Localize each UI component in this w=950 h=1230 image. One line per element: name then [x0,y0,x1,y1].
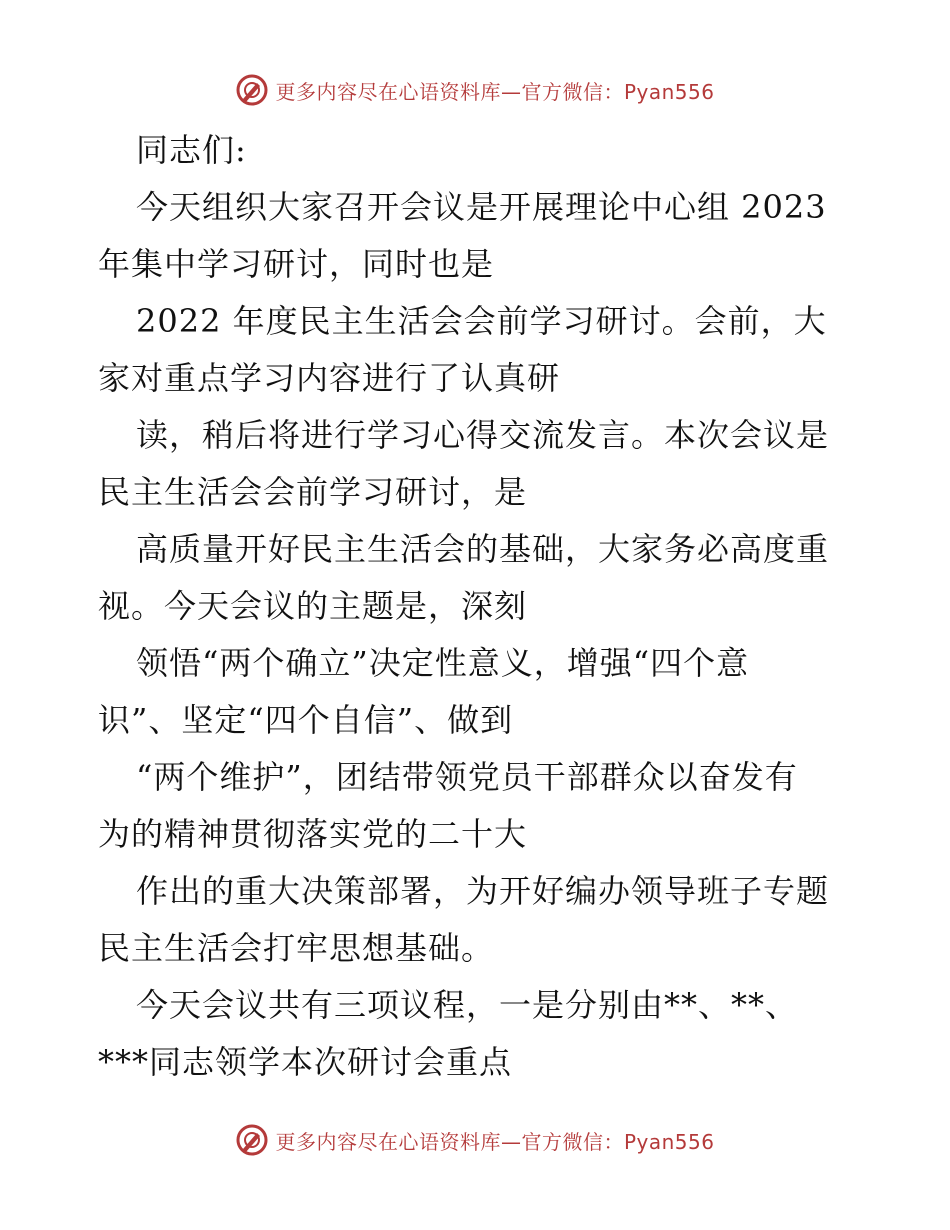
header-watermark [0,70,950,110]
document-body [98,122,858,1091]
pen-logo-icon [235,73,269,107]
paragraph-line: 视。今天会议的主题是，深刻 [98,587,528,625]
paragraph-line: “两个维护”，团结带领党员干部群众以奋发有 [136,758,798,796]
paragraph-line: 民主生活会打牢思想基础。 [98,929,495,967]
footer-watermark [0,1120,950,1160]
header-watermark-text: 更多内容尽在心语资料库—官方微信：Pyan556 [275,79,715,104]
paragraph-line: 作出的重大决策部署，为开好编办领导班子专题 [136,872,830,910]
footer-watermark-text: 更多内容尽在心语资料库—官方微信：Pyan556 [275,1129,715,1154]
paragraph-line: 同志们: [136,131,247,169]
pen-logo-icon [235,1123,269,1157]
paragraph-line: 今天组织大家召开会议是开展理论中心组 2023 [136,188,827,226]
paragraph-line: 民主生活会会前学习研讨，是 [98,473,528,511]
paragraph-line: 年集中学习研讨，同时也是 [98,245,495,283]
paragraph-line: 高质量开好民主生活会的基础，大家务必高度重 [136,530,830,568]
paragraph-line: 今天会议共有三项议程，一是分别由**、**、 [136,986,799,1024]
paragraph-line: 识”、坚定“四个自信”、做到 [98,701,514,739]
paragraph-line: ***同志领学本次研讨会重点 [98,1043,513,1081]
paragraph-line: 2022 年度民主生活会会前学习研讨。会前，大 [136,302,827,340]
paragraph-line: 领悟“两个确立”决定性意义，增强“四个意 [136,644,750,682]
paragraph-line: 家对重点学习内容进行了认真研 [98,359,561,397]
paragraph-line: 为的精神贯彻落实党的二十大 [98,815,528,853]
paragraph-line: 读，稍后将进行学习心得交流发言。本次会议是 [136,416,830,454]
